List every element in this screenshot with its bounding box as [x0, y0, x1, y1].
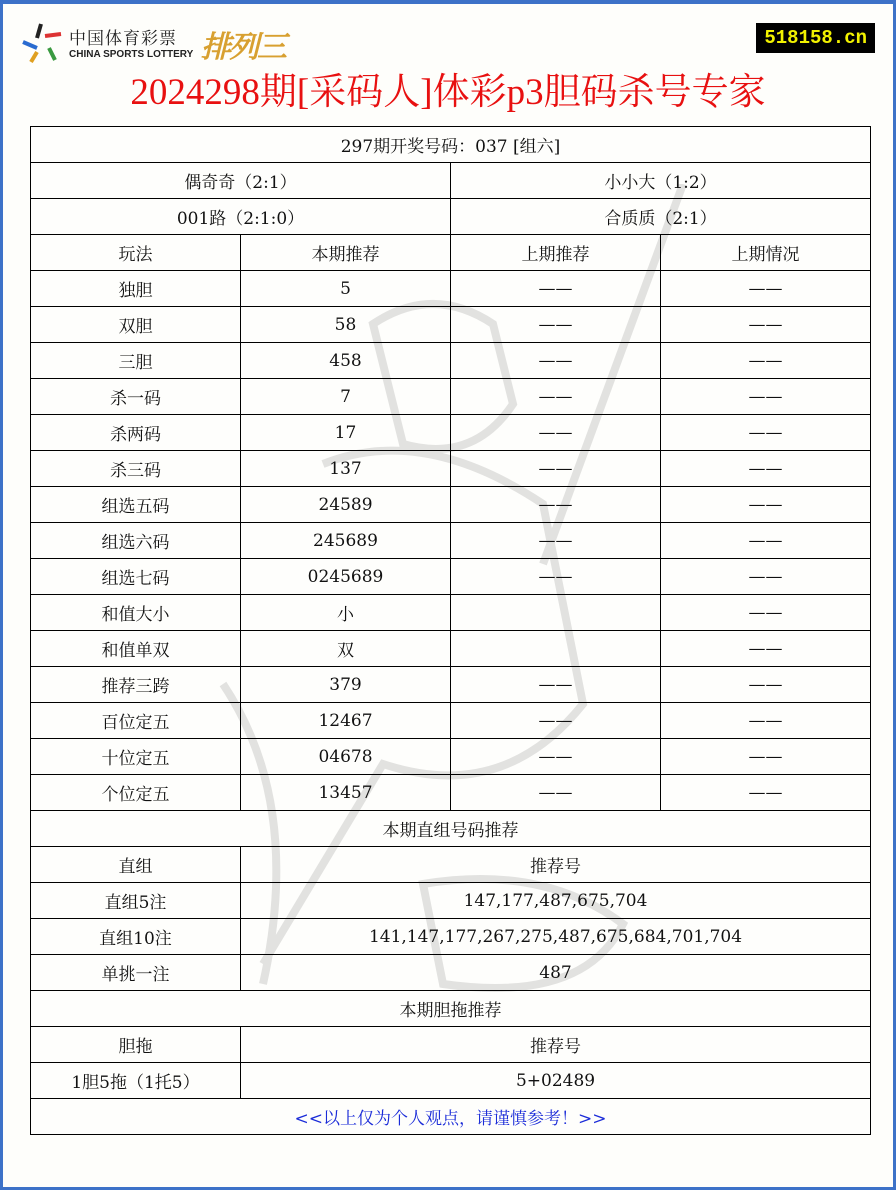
- last-pick: ——: [451, 703, 661, 739]
- recommended-numbers: 141,147,177,267,275,487,675,684,701,704: [241, 919, 871, 955]
- table-row: [31, 271, 871, 307]
- table-row: [31, 919, 871, 955]
- last-result: ——: [661, 595, 871, 631]
- last-pick: ——: [451, 379, 661, 415]
- col-header: 直组: [31, 847, 241, 883]
- play-type: 十位定五: [31, 739, 241, 775]
- last-result: ——: [661, 379, 871, 415]
- recommended-numbers: 5+02489: [241, 1063, 871, 1099]
- table-row: [31, 415, 871, 451]
- prediction-table: [30, 126, 871, 1135]
- play-type: 三胆: [31, 343, 241, 379]
- play-type: 杀三码: [31, 451, 241, 487]
- play-type: 直组5注: [31, 883, 241, 919]
- last-pick: ——: [451, 739, 661, 775]
- last-result: ——: [661, 271, 871, 307]
- last-result: ——: [661, 307, 871, 343]
- current-pick: 58: [241, 307, 451, 343]
- last-pick: ——: [451, 559, 661, 595]
- col-header: 玩法: [31, 235, 241, 271]
- prime-ratio: 合质质（2:1）: [451, 199, 871, 235]
- table-row: [31, 667, 871, 703]
- table-row: [31, 883, 871, 919]
- col-header: 上期推荐: [451, 235, 661, 271]
- play-type: 推荐三跨: [31, 667, 241, 703]
- last-result: ——: [661, 451, 871, 487]
- col-header: 本期推荐: [241, 235, 451, 271]
- table-row: [31, 631, 871, 667]
- china-sports-lottery-logo: [21, 22, 331, 66]
- last-pick: ——: [451, 343, 661, 379]
- recommended-numbers: 487: [241, 955, 871, 991]
- table-row: [31, 775, 871, 811]
- lottery-star-icon: [21, 22, 65, 64]
- play-type: 和值大小: [31, 595, 241, 631]
- last-result: ——: [661, 487, 871, 523]
- play-type: 组选五码: [31, 487, 241, 523]
- route-ratio: 001路（2:1:0）: [31, 199, 451, 235]
- table-row: [31, 487, 871, 523]
- last-result: ——: [661, 775, 871, 811]
- play-type: 百位定五: [31, 703, 241, 739]
- col-header: 推荐号: [241, 1027, 871, 1063]
- last-result: ——: [661, 703, 871, 739]
- play-type: 和值单双: [31, 631, 241, 667]
- play-type: 直组10注: [31, 919, 241, 955]
- odd-even: 偶奇奇（2:1）: [31, 163, 451, 199]
- current-pick: 245689: [241, 523, 451, 559]
- table-row: [31, 343, 871, 379]
- current-pick: 458: [241, 343, 451, 379]
- last-result: ——: [661, 667, 871, 703]
- current-pick: 12467: [241, 703, 451, 739]
- play-type: 1胆5拖（1托5）: [31, 1063, 241, 1099]
- logo-en: CHINA SPORTS LOTTERY: [69, 49, 194, 60]
- current-pick: 137: [241, 451, 451, 487]
- last-pick: [451, 595, 661, 631]
- table-row: [31, 595, 871, 631]
- table-row: [31, 739, 871, 775]
- table-row: [31, 451, 871, 487]
- table-row: [31, 307, 871, 343]
- current-pick: 17: [241, 415, 451, 451]
- site-badge: 518158.cn: [756, 23, 875, 53]
- current-pick: 5: [241, 271, 451, 307]
- table-row: [31, 1063, 871, 1099]
- last-result: ——: [661, 739, 871, 775]
- last-result: ——: [661, 523, 871, 559]
- current-pick: 0245689: [241, 559, 451, 595]
- last-result: ——: [661, 415, 871, 451]
- play-type: 双胆: [31, 307, 241, 343]
- logo-game: 排列三: [201, 30, 285, 65]
- play-type: 杀一码: [31, 379, 241, 415]
- last-pick: ——: [451, 667, 661, 703]
- last-pick: ——: [451, 415, 661, 451]
- last-pick: ——: [451, 775, 661, 811]
- current-pick: 双: [241, 631, 451, 667]
- table-row: [31, 955, 871, 991]
- last-result: ——: [661, 559, 871, 595]
- current-pick: 13457: [241, 775, 451, 811]
- last-result: ——: [661, 343, 871, 379]
- section-title: 本期胆拖推荐: [31, 991, 871, 1027]
- last-draw: 297期开奖号码：037 [组六]: [31, 127, 871, 163]
- play-type: 个位定五: [31, 775, 241, 811]
- last-pick: ——: [451, 307, 661, 343]
- play-type: 独胆: [31, 271, 241, 307]
- current-pick: 小: [241, 595, 451, 631]
- last-pick: ——: [451, 523, 661, 559]
- col-header: 胆拖: [31, 1027, 241, 1063]
- logo-cn: 中国体育彩票: [69, 29, 177, 49]
- current-pick: 7: [241, 379, 451, 415]
- play-type: 组选六码: [31, 523, 241, 559]
- disclaimer: <<以上仅为个人观点，请谨慎参考！>>: [31, 1099, 871, 1135]
- current-pick: 04678: [241, 739, 451, 775]
- current-pick: 24589: [241, 487, 451, 523]
- table-row: [31, 703, 871, 739]
- last-pick: ——: [451, 487, 661, 523]
- section-title: 本期直组号码推荐: [31, 811, 871, 847]
- table-row: [31, 559, 871, 595]
- page-title: 2024298期[采码人]体彩p3胆码杀号专家: [130, 72, 766, 113]
- current-pick: 379: [241, 667, 451, 703]
- play-type: 单挑一注: [31, 955, 241, 991]
- table-row: [31, 523, 871, 559]
- play-type: 组选七码: [31, 559, 241, 595]
- col-header: 推荐号: [241, 847, 871, 883]
- last-pick: ——: [451, 451, 661, 487]
- last-pick: [451, 631, 661, 667]
- size-ratio: 小小大（1:2）: [451, 163, 871, 199]
- last-pick: ——: [451, 271, 661, 307]
- last-result: ——: [661, 631, 871, 667]
- play-type: 杀两码: [31, 415, 241, 451]
- recommended-numbers: 147,177,487,675,704: [241, 883, 871, 919]
- table-row: [31, 379, 871, 415]
- col-header: 上期情况: [661, 235, 871, 271]
